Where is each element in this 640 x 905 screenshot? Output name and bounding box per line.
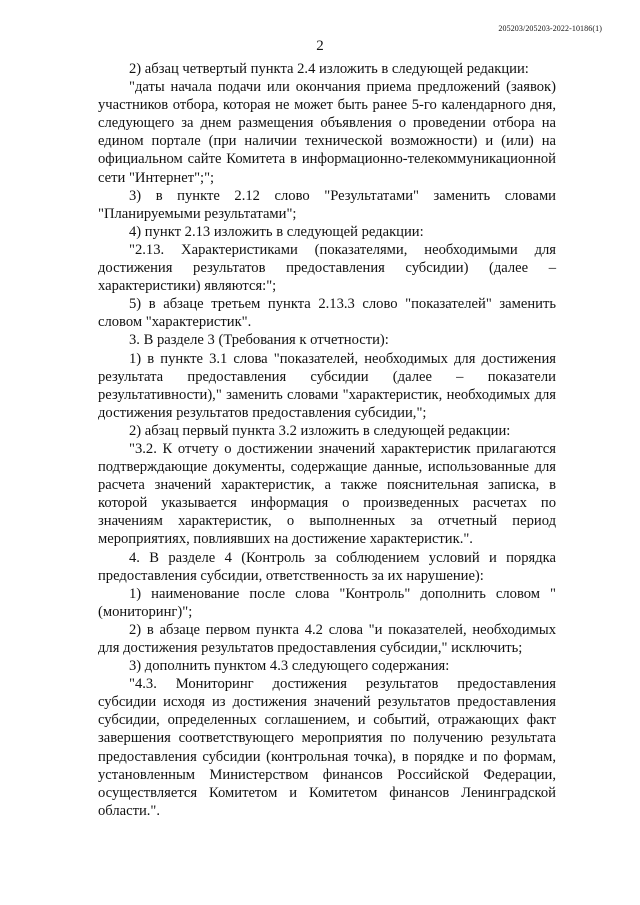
paragraph: "даты начала подачи или окончания приема предложений (заявок) участников отбора, которая не может быть ранее 5-го календарного дня, следующего за днем размещения объявления о проведении отбора на едином портале (при наличии технической возможности) и (или) на официальном сайте Комитета в информационно-телекоммуникационной сети "Интернет";"; [98, 79, 556, 186]
paragraph: 3. В разделе 3 (Требования к отчетности): [129, 332, 389, 349]
paragraph: 3) дополнить пунктом 4.3 следующего содержания: [129, 658, 450, 675]
paragraph: 2) абзац четвертый пункта 2.4 изложить в следующей редакции: [129, 61, 529, 77]
paragraph: "3.2. К отчету о достижении значений характеристик прилагаются подтверждающие документы, содержащие данные, использованные для расчета значений характеристик, а также пояснительная записка, в которой указывается информация о произведенных расчетах по значениям характеристик, о выполненных за отчетный период мероприятиях, повлиявших на достижение характеристик.". [98, 440, 556, 548]
paragraph: 4) пункт 2.13 изложить в следующей редакции: [129, 223, 424, 240]
paragraph: 4. В разделе 4 (Контроль за соблюдением условий и порядка предоставления субсидии, ответственность за их нарушение): [98, 549, 556, 584]
paragraph: 2) в абзаце первом пункта 4.2 слова "и показателей, необходимых для достижения результатов предоставления субсидии," исключить; [98, 621, 556, 656]
paragraph: 3) в пункте 2.12 слово "Результатами" заменить словами "Планируемыми результатами"; [98, 187, 556, 222]
page-number: 2 [316, 38, 324, 54]
paragraph: 1) в пункте 3.1 слова "показателей, необходимых для достижения результата предоставления субсидии (далее – показатели результативности)," заменить словами "характеристик, необходимых для достижения результатов предоставления субсидии,"; [98, 350, 556, 421]
paragraph: 1) наименование после слова "Контроль" дополнить словом "(мониторинг)"; [98, 585, 556, 620]
paragraph: "4.3. Мониторинг достижения результатов предоставления субсидии исходя из достижения значений результатов предоставления субсидии, определенных соглашением, и событий, отражающих факт завершения соответствующего мероприятия по получению результата предоставления субсидии (контрольная точка), в порядке и по формам, установленным Министерством финансов Российской Федерации, осуществляется Комитетом и Комитетом финансов Ленинградской области.". [98, 676, 556, 819]
document-body [98, 60, 556, 820]
paragraph: 2) абзац первый пункта 3.2 изложить в следующей редакции: [129, 422, 511, 439]
document-number: 205203/205203-2022-10186(1) [498, 24, 602, 33]
paragraph: "2.13. Характеристиками (показателями, необходимыми для достижения результатов предоставления субсидии) (далее – характеристики) являются:"; [98, 241, 556, 295]
paragraph: 5) в абзаце третьем пункта 2.13.3 слово "показателей" заменить словом "характеристик". [98, 296, 556, 331]
